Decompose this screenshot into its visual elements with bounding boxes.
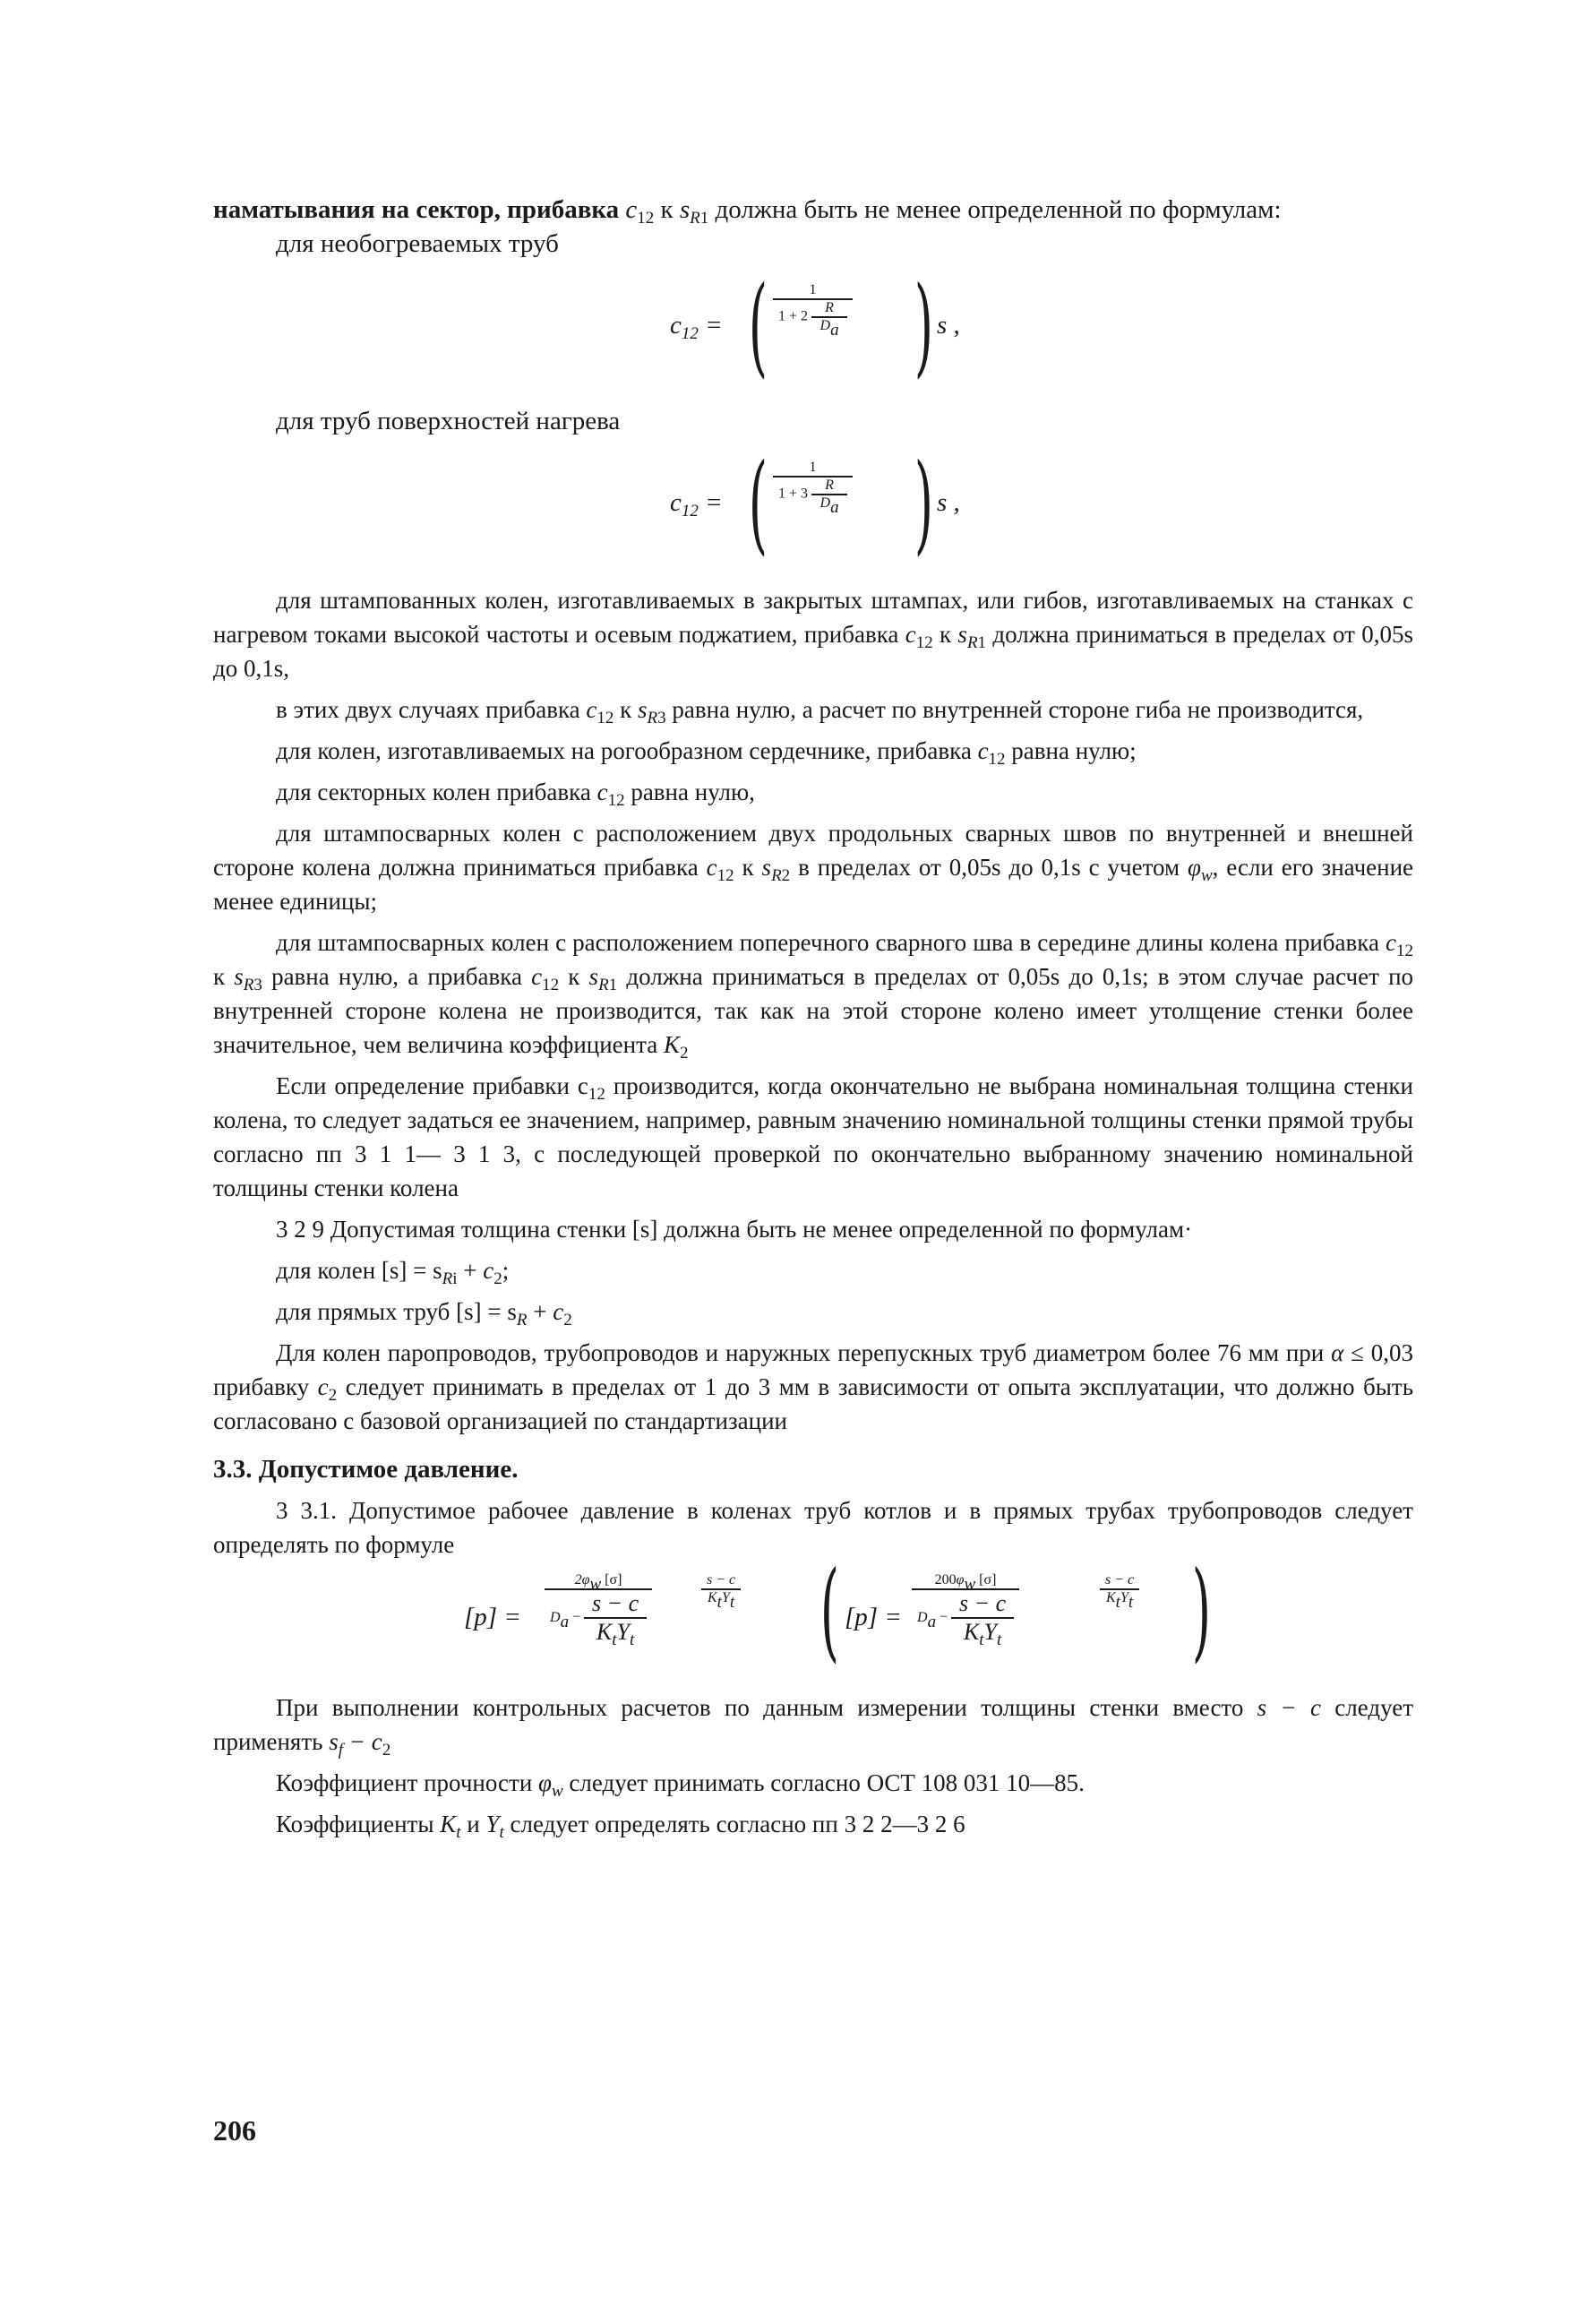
paragraph-13: для прямых труб $[s] = s_R + c_2$ — [276, 1298, 572, 1329]
paragraph-10: Если определение прибавки $c_{12}$ производится, когда окончательно не выбрана номинальная толщина стенки колена, то следует задаться ее значением, например, равным значению номинальной толщины стенки прямой трубы согласно пп 3 1 1— 3 1 3, с последующей проверкой по окончательно выбранному значению номинальной толщины стенки колена — [213, 1072, 1413, 1201]
paragraph-15: 3 3.1. Допустимое рабочее давление в коленах труб котлов и в прямых трубах трубопроводов следует определять по формуле — [213, 1497, 1413, 1558]
paragraph-4: для штампованных колен, изготавливаемых в закрытых штампах, или гибов, изготавливаемых на станках с нагревом токами высокой частоты и осевым поджатием, прибавка $c_{12}$ к $s_{R1}$ должна приниматься в пределах от 0,05s до 0,1s, — [213, 587, 1414, 682]
paragraph-18: Коэффициенты $K_t$ и $Y_t$ следует определять согласно пп 3 2 2—3 2 6 — [276, 1811, 965, 1842]
paragraph-3: для труб поверхностей нагрева — [276, 407, 621, 435]
text-run: должна быть не менее определенной по формулам: — [715, 195, 1282, 224]
paragraph-7: для секторных колен прибавка $c_{12}$ равна нулю, — [276, 779, 755, 810]
paragraph-1: наматывания на сектор, прибавка $c_{12}$ к $s_{R1}$ должна быть не менее определенной по формулам: — [213, 195, 1282, 228]
section-heading: 3.3. Допустимое давление. — [213, 1455, 519, 1484]
formula-unheated: $c_{12}$ = ( 1 1 + 2 $\frac{R}{D_a}$ ) s , — [670, 264, 960, 389]
paragraph-14: Для колен паропроводов, трубопроводов и наружных перепускных труб диаметром более 76 мм при α ≤ 0,03 прибавку $c_2$ следует принимать в пределах от 1 до 3 мм в зависимости от опыта эксплуатации, что должно быть согласовано с базовой организацией по стандартизации — [213, 1339, 1414, 1434]
paragraph-12: для колен $[s] = s_{Ri} + c_2$; — [276, 1257, 510, 1288]
paragraph-8: для штампосварных колен с расположением двух продольных сварных швов по внутренней и внешней стороне колена должна приниматься прибавка $c_{12}$ к $s_{R2}$ в пределах от 0,05s до 0,1s с учетом $\varphi_w$, если его значение менее единицы; — [213, 820, 1414, 915]
formula-heated: $c_{12}$ = ( 1 1 + 3 $\frac{R}{D_a}$ ) s , — [670, 442, 960, 566]
page-number: 206 — [213, 2114, 256, 2147]
paragraph-11: 3 2 9 Допустимая толщина стенки [s] должна быть не менее определенной по формулам· — [276, 1216, 1193, 1243]
paragraph-16: При выполнении контрольных расчетов по данным измерении толщины стенки вместо s − c следует применять $s_f - c_2$ — [213, 1694, 1414, 1760]
page-body — [213, 193, 1413, 1841]
paragraph-6: для колен, изготавливаемых на рогообразном сердечнике, прибавка $c_{12}$ равна нулю; — [276, 737, 1137, 769]
paragraph-5: в этих двух случаях прибавка $c_{12}$ к $s_{R3}$ равна нулю, а расчет по внутренней стороне гиба не производится, — [276, 696, 1364, 727]
formula-pressure: [p] = $2\varphi_w$ [σ] $D_a$ − s − c $K_tY_t$ s − c $K_tY_t$ ( [p] = $200\varphi_w$ [σ] $D_a$ − s − c $K_tY_t$ s − c $K_tY_t$ ) — [464, 1549, 1211, 1674]
text-run: к — [660, 195, 674, 224]
paragraph-9: для штампосварных колен с расположением поперечного сварного шва в середине длины колена прибавка $c_{12}$ к $s_{R3}$ равна нулю, а прибавка $c_{12}$ к $s_{R1}$ должна приниматься в пределах от 0,05s до 0,1s; в этом случае расчет по внутренней стороне колена не производится, так как на этой стороне колено имеет утолщение стенки более значительное, чем величина коэффициента $K_2$ — [213, 929, 1414, 1063]
paragraph-17: Коэффициент прочности $\varphi_w$ следует принимать согласно ОСТ 108 031 10—85. — [276, 1769, 1085, 1801]
text-run: наматывания на сектор, прибавка — [213, 195, 620, 224]
paragraph-2: для необогреваемых труб — [276, 229, 559, 258]
